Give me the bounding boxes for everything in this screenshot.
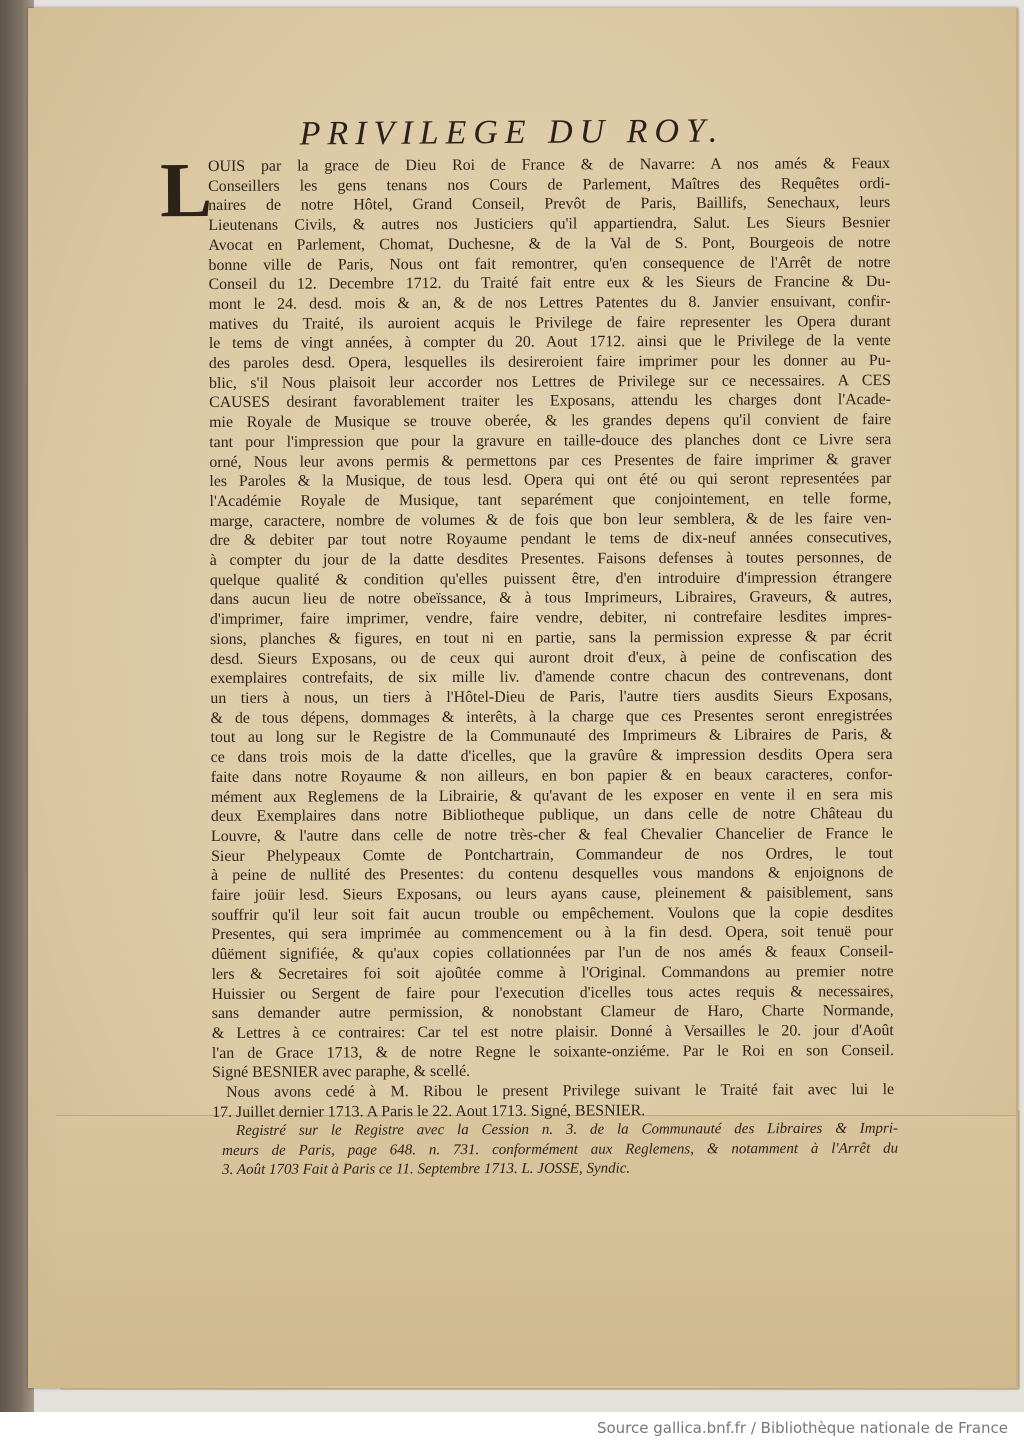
text-line: à peine de nullité des Presentes: du contenu desquelles vous mandons & enjoignons de (211, 864, 894, 885)
text-line: l'Académie Royale de Musique, tant separément que conjointement, en telle forme, (209, 489, 892, 510)
text-line: le tems de vingt années, à compter du 20. Aout 1712. ainsi que le Privilege de la vente (208, 332, 891, 353)
text-line: dans aucun lieu de notre obeïssance, & à tous Imprimeurs, Libraires, Graveurs, & autres, (209, 588, 892, 609)
text-line: Avocat en Parlement, Chomat, Duchesne, & de la Val de S. Pont, Bourgeois de notre (208, 233, 891, 254)
text-line: tout au long sur le Registre de la Communauté des Imprimeurs & Libraires de Paris, & (210, 726, 893, 747)
text-line: ce dans trois mois de la datte d'icelles, que la gravûre & impression desdits Opera sera (210, 746, 893, 767)
text-line: & de tous dépens, dommages & interêts, à la charge que ces Presentes seront enregistrées (210, 706, 893, 727)
text-line: desd. Sieurs Exposans, ou de ceux qui auront droit d'eux, à peine de confiscation des (210, 647, 893, 668)
cession-note (212, 1080, 894, 1122)
registre-note (222, 1120, 898, 1181)
text-line: faite dans notre Royaume & non ailleurs, en bon papier & en beaux caracteres, confor- (210, 765, 893, 786)
text-line: naires de notre Hôtel, Grand Conseil, Prevôt de Paris, Baillifs, Senechaux, leurs (208, 194, 891, 215)
text-line: 17. Juillet dernier 1713. A Paris le 22. Aout 1713. Signé, BESNIER. (212, 1101, 646, 1121)
text-line: sans demander autre permission, & nonobstant Clameur de Haro, Charte Normande, (211, 1002, 894, 1023)
text-line: tant pour l'impression que pour la gravure en taille-douce des planches dont ce Livre sera (209, 430, 892, 451)
text-line: & Lettres à ce contraires: Car tel est notre plaisir. Donné à Versailles le 20. jour d'Août (211, 1021, 894, 1042)
text-line: orné, Nous leur avons permis & permettons par ces Presentes de faire imprimer & graver (209, 450, 892, 471)
text-line: quelque qualité & condition qu'elles puissent être, d'en introduire d'impression étrangere (209, 568, 892, 589)
text-line: Lieutenans Civils, & autres nos Justiciers qu'il appartiendra, Salut. Les Sieurs Besnier (208, 214, 891, 235)
text-line: dûëment signifiée, & qu'aux copies collationnées par l'un de nos amés & feaux Conseil- (211, 943, 894, 964)
text-line: lers & Secretaires foi soit ajoûtée comme à l'Original. Commandons au premier notre (211, 962, 894, 983)
text-line: Presentes, qui sera imprimée au commencement ou à la fin desd. Opera, soit tenuë pour (211, 923, 894, 944)
text-line: Sieur Phelypeaux Comte de Pontchartrain, Commandeur de nos Ordres, le tout (211, 844, 894, 865)
text-line: mont le 24. desd. mois & an, & de nos Lettres Patentes du 8. Janvier ensuivant, confir- (208, 292, 891, 313)
body-lines (208, 154, 894, 1083)
privilege-body (159, 145, 895, 1122)
text-line: mément aux Reglemens de la Librairie, & qu'avant de les exposer en vente il en sera mis (210, 785, 893, 806)
text-line: OUIS par la grace de Dieu Roi de France & de Navarre: A nos amés & Feaux (208, 155, 891, 175)
text-line: bonne ville de Paris, Nous ont fait remontrer, qu'en consequence de l'Arrêt de notre (208, 253, 891, 274)
text-line: Louvre, & l'autre dans celle de notre très-cher & feal Chevalier Chancelier de France le (210, 824, 893, 845)
text-line: Nous avons cedé à M. Ribou le present Privilege suivant le Traité fait avec lui le (226, 1081, 895, 1101)
text-line: blic, s'il Nous plaisoit leur accorder nos Lettres de Privilege sur ce necessaires. A CES (208, 371, 892, 392)
text-line: meurs de Paris, page 648. n. 731. conformément aux Reglemens, & notamment à l'Arrêt du (222, 1140, 899, 1159)
text-line: mie Royale de Musique se trouve oberée, & les grandes depens qu'il convient de faire (209, 411, 892, 432)
source-credit: Source gallica.bnf.fr / Bibliothèque nationale de France (596, 1419, 1008, 1437)
text-line: faire joüir lesd. Sieurs Exposans, ou leurs ayans cause, pleinement & paisiblement, sans (211, 884, 894, 905)
text-line: Conseil du 12. Decembre 1712. du Traité fait entre eux & les Sieurs de Francine & Du- (208, 273, 891, 294)
text-line: souffrir qu'il leur soit fait aucun trouble ou empêchement. Voulons que la copie desdites (211, 903, 894, 924)
text-line: les Paroles & la Musique, de tous lesd. Opera qui ont été ou qui seront representées par (209, 470, 892, 491)
text-line: Signé BESNIER avec paraphe, & scellé. (211, 1063, 471, 1082)
text-line: marge, caractere, nombre de volumes & de fois que bon leur semblera, & de les faire ven- (209, 509, 892, 530)
text-line: deux Exemplaires dans notre Bibliotheque publique, un dans celle de notre Château du (210, 805, 893, 826)
text-line: d'imprimer, faire imprimer, vendre, faire vendre, debiter, ni contrefaire lesdites impres- (209, 608, 893, 629)
drop-cap: L (159, 145, 213, 234)
text-line: l'an de Grace 1713, & de notre Regne le soixante-onziéme. Par le Roi en son Conseil. (211, 1041, 894, 1062)
text-line: 3. Août 1703 Fait à Paris ce 11. Septembre 1713. L. JOSSE, Syndic. (222, 1160, 631, 1179)
page-title: PRIVILEGE DU ROY. (299, 112, 725, 153)
text-line: Registré sur le Registre avec la Cession n. 3. de la Communauté des Libraires & Impri- (236, 1120, 899, 1139)
text-line: des paroles desd. Opera, lesquelles ils desireroient faire imprimer pour les donner au Pu- (208, 352, 891, 373)
text-line: Huissier ou Sergent de faire pour l'execution d'icelles tous actes requis & necessaires, (211, 982, 894, 1003)
text-line: un tiers à nous, un tiers à l'Hôtel-Dieu de Paris, l'autre tiers ausdits Sieurs Exposans, (210, 687, 893, 707)
text-line: Conseillers les gens tenans nos Cours de Parlement, Maîtres des Requêtes ordi- (208, 174, 891, 195)
text-line: exemplaires contrefaits, de six mille liv. d'amende contre chacun des contrevenans, dont (210, 667, 893, 688)
text-line: dre & debiter par tout notre Royaume pendant le tems de dix-neuf années consecutives, (209, 529, 892, 550)
text-line: CAUSES desirant favorablement traiter les Exposans, attendu les charges dont l'Acade- (209, 391, 892, 412)
text-line: matives du Traité, ils auroient acquis le Privilege de faire representer les Opera durant (208, 312, 891, 333)
text-line: sions, planches & figures, en tout ni en partie, sans la permission expresse & par écrit (210, 627, 893, 648)
text-line: à compter du jour de la datte desdites Presentes. Faisons defenses à toutes personnes, de (209, 549, 892, 570)
